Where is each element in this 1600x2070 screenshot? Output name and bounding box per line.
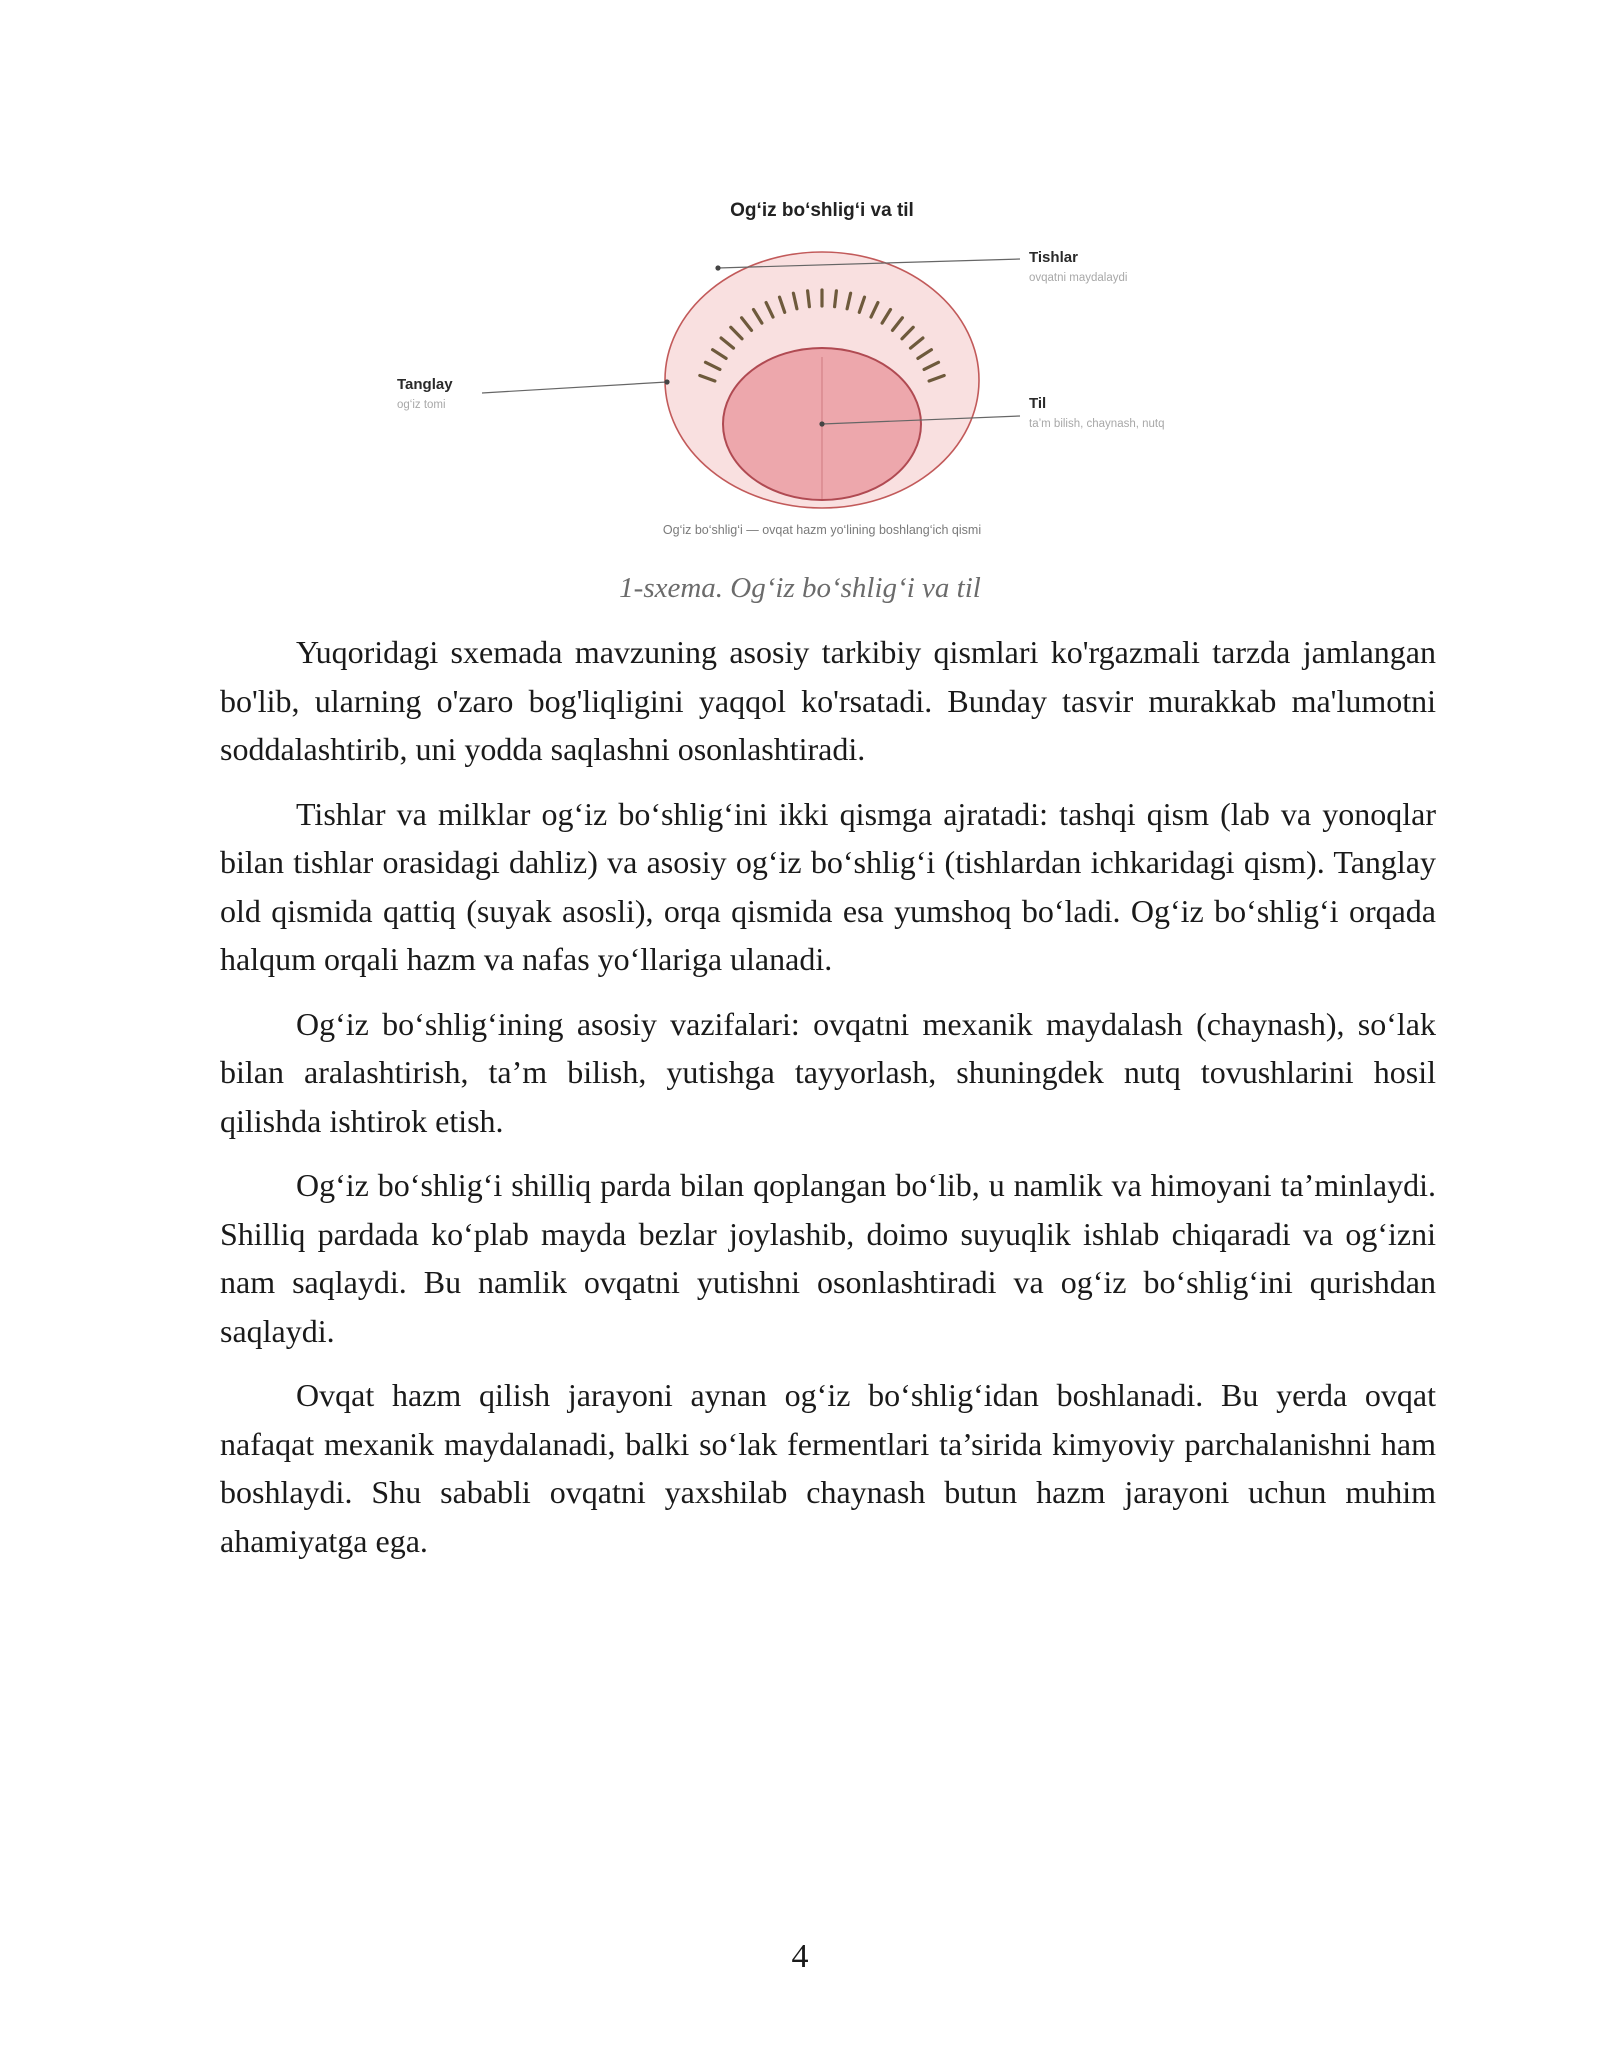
paragraph-3: Og‘iz bo‘shlig‘ining asosiy vazifalari: ovqatni mexanik maydalash (chaynash), so‘lak bilan aralashtirish, ta’m bilish, yutishga tayyorlash, shuningdek nutq tovushlarini hosil qilishda ishtirok etish. bbox=[220, 1005, 1436, 1139]
tongue-description: ta’m bilish, chaynash, nutq bbox=[1029, 418, 1165, 430]
teeth-label: Tishlar bbox=[1029, 249, 1078, 266]
oral-cavity-diagram bbox=[0, 0, 1600, 560]
palate-leader-dot bbox=[664, 379, 669, 384]
teeth-leader-dot bbox=[715, 265, 720, 270]
paragraph-1: Yuqoridagi sxemada mavzuning asosiy tarkibiy qismlari ko'rgazmali tarzda jamlangan bo'lib, ularning o'zaro bog'liqligini yaqqol ko'rsatadi. Bunday tasvir murakkab ma'lumotni soddalashtirib, uni yodda saqlashni osonlashtiradi. bbox=[220, 634, 1436, 767]
paragraph-5: Ovqat hazm qilish jarayoni aynan og‘iz bo‘shlig‘idan boshlanadi. Bu yerda ovqat nafaqat mexanik maydalanadi, balki so‘lak fermentlari ta’sirida kimyoviy parchalanishni ham boshlaydi. Shu sababli ovqatni yaxshilab chaynash butun hazm jarayoni uchun muhim ahamiyatga ega. bbox=[220, 1377, 1436, 1559]
palate-description: og‘iz tomi bbox=[397, 399, 446, 411]
paragraph-4: Og‘iz bo‘shlig‘i shilliq parda bilan qoplangan bo‘lib, u namlik va himoyani ta’minlaydi. Shilliq pardada ko‘plab mayda bezlar joylashib, doimo suyuqlik ishlab chiqaradi va og‘izni nam saqlaydi. Bu namlik ovqatni yutishni osonlashtiradi va og‘iz bo‘shlig‘ini qurishdan saqlaydi. bbox=[220, 1167, 1436, 1349]
oral-cavity-figure bbox=[0, 0, 1600, 560]
palate-label: Tanglay bbox=[397, 376, 453, 393]
tongue-label: Til bbox=[1029, 395, 1047, 412]
body-text bbox=[220, 628, 1436, 1581]
figure-caption: 1-sxema. Og‘iz bo‘shlig‘i va til bbox=[619, 572, 981, 604]
teeth-description: ovqatni maydalaydi bbox=[1029, 272, 1128, 284]
figure-note: Og‘iz bo‘shlig‘i — ovqat hazm yo‘lining boshlang‘ich qismi bbox=[662, 523, 982, 537]
page-number: 4 bbox=[791, 1938, 809, 1975]
tooth-mark bbox=[808, 291, 810, 307]
tongue-leader-dot bbox=[819, 421, 824, 426]
palate-leader-line bbox=[482, 382, 667, 393]
tooth-mark bbox=[835, 291, 837, 307]
paragraph-2: Tishlar va milklar og‘iz bo‘shlig‘ini ikki qismga ajratadi: tashqi qism (lab va yonoqlar bilan tishlar orasidagi dahliz) va asosiy og‘iz bo‘shlig‘i (tishlardan ichkaridagi qism). Tanglay old qismida qattiq (suyak asosli), orqa qismida esa yumshoq bo‘ladi. Og‘iz bo‘shlig‘i orqada halqum orqali hazm va nafas yo‘llariga ulanadi. bbox=[220, 795, 1436, 977]
figure-title: Og‘iz bo‘shlig‘i va til bbox=[730, 200, 914, 221]
